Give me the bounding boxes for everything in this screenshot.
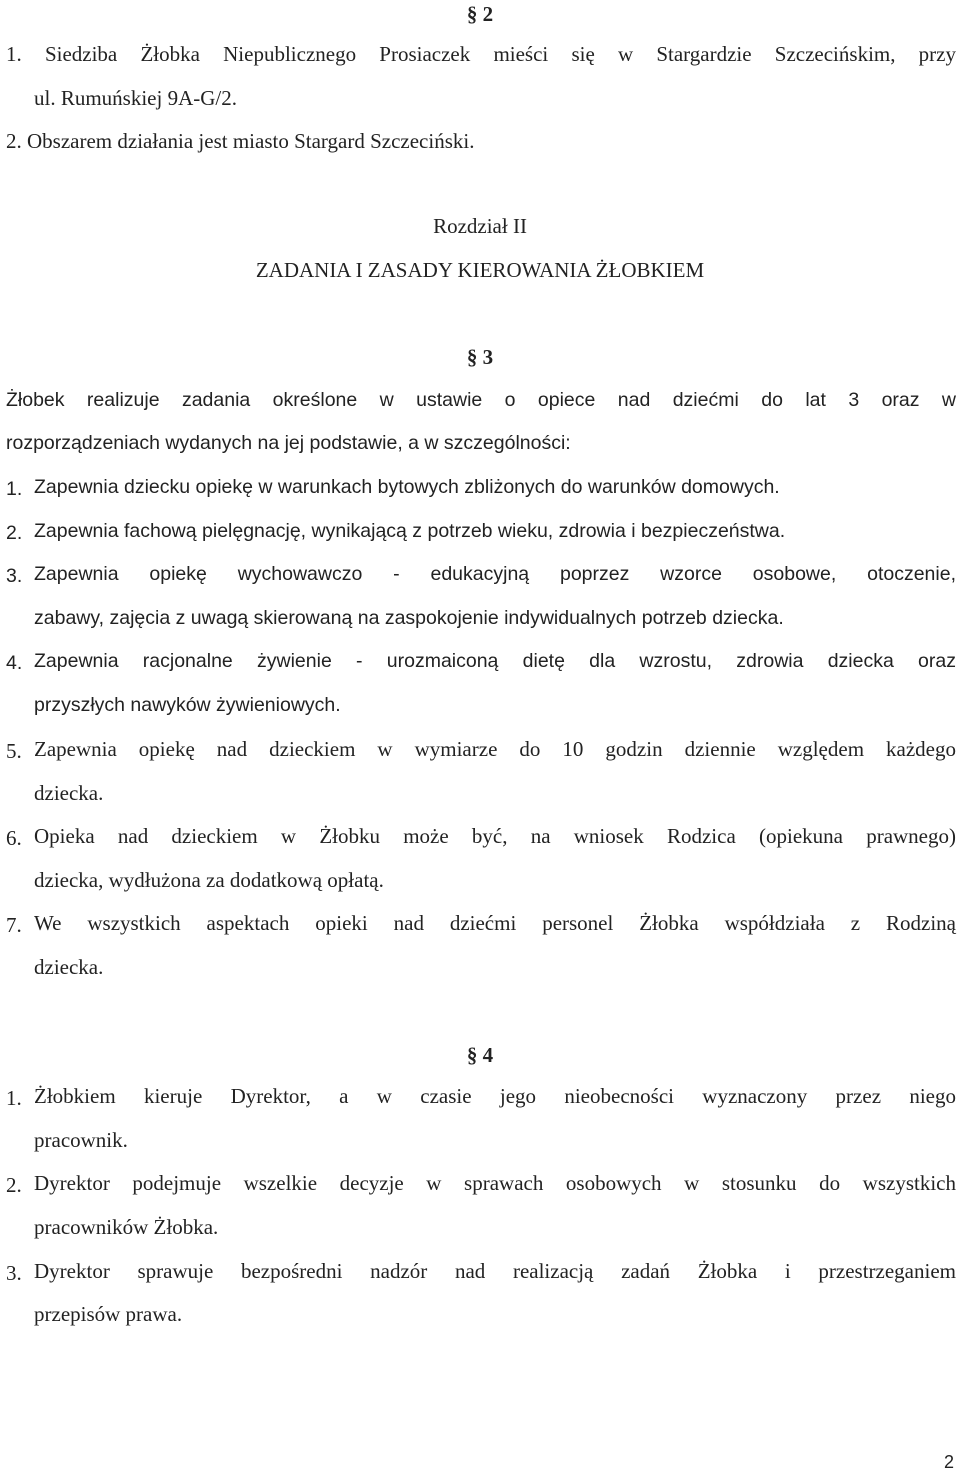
sec3-item-text-cont: przyszłych nawyków żywieniowych. [34,694,341,716]
section-4-sign: § 4 [466,1043,494,1067]
sec3-intro-line1: Żłobek realizuje zadania określone w ustawie o opiece nad dziećmi do lat 3 oraz w [6,389,956,411]
sec2-para1-line1: 1. Siedziba Żłobka Niepublicznego Prosiaczek mieści się w Stargardzie Szczecińskim, przy [6,42,956,66]
sec3-item-text-cont: dziecka, wydłużona za dodatkową opłatą. [34,868,384,892]
chapter-title: ZADANIA I ZASADY KIEROWANIA ŻŁOBKIEM [255,258,705,282]
sec3-item-number: 7. [6,913,22,937]
sec3-item-text-cont: dziecka. [34,955,104,979]
sec3-item-text: Zapewnia opiekę nad dzieckiem w wymiarze do 10 godzin dziennie względem każdego [34,737,956,761]
sec4-item-text: Żłobkiem kieruje Dyrektor, a w czasie jego nieobecności wyznaczony przez niego [34,1084,956,1108]
sec4-item-text-cont: pracownik. [34,1128,128,1152]
sec4-item-text-cont: przepisów prawa. [34,1302,183,1326]
sec3-item-text-cont: dziecka. [34,781,104,805]
sec4-item-number: 1. [6,1086,22,1110]
sec3-item-text: Zapewnia racjonalne żywienie - urozmaiconą dietę dla wzrostu, zdrowia dziecka oraz [34,650,956,672]
sec3-intro-line2: rozporządzeniach wydanych na jej podstawie, a w szczególności: [6,432,571,454]
sec3-item-text: We wszystkich aspektach opieki nad dziećmi personel Żłobka współdziała z Rodziną [34,911,956,935]
sec3-item-number: 5. [6,739,22,763]
sec3-item-number: 6. [6,826,22,850]
sec3-item-number: 4. [6,652,23,674]
sec3-item-text: Zapewnia fachową pielęgnację, wynikającą z potrzeb wieku, zdrowia i bezpieczeństwa. [34,520,786,542]
sec3-item-text-cont: zabawy, zajęcia z uwagą skierowaną na zaspokojenie indywidualnych potrzeb dziecka. [34,607,784,629]
sec3-item-number: 3. [6,565,23,587]
sec3-item-number: 2. [6,522,23,544]
sec4-item-number: 2. [6,1173,22,1197]
sec3-item-text: Zapewnia opiekę wychowawczo - edukacyjną poprzez wzorce osobowe, otoczenie, [34,563,956,585]
section-3-sign: § 3 [466,345,494,369]
sec3-item-text: Zapewnia dziecku opiekę w warunkach bytowych zbliżonych do warunków domowych. [34,476,780,498]
sec3-item-number: 1. [6,478,23,500]
sec4-item-text-cont: pracowników Żłobka. [34,1215,219,1239]
sec2-para2: 2. Obszarem działania jest miasto Stargard Szczeciński. [6,129,475,153]
section-2-sign: § 2 [466,2,494,26]
sec3-item-text: Opieka nad dzieckiem w Żłobku może być, na wniosek Rodzica (opiekuna prawnego) [34,824,956,848]
page-number: 2 [943,1452,954,1472]
sec4-item-text: Dyrektor podejmuje wszelkie decyzje w sprawach osobowych w stosunku do wszystkich [34,1171,956,1195]
sec4-item-number: 3. [6,1261,22,1285]
sec4-item-text: Dyrektor sprawuje bezpośredni nadzór nad realizacją zadań Żłobka i przestrzeganiem [34,1259,956,1283]
chapter-number: Rozdział II [433,214,527,238]
sec2-para1-line2: ul. Rumuńskiej 9A-G/2. [34,86,237,110]
